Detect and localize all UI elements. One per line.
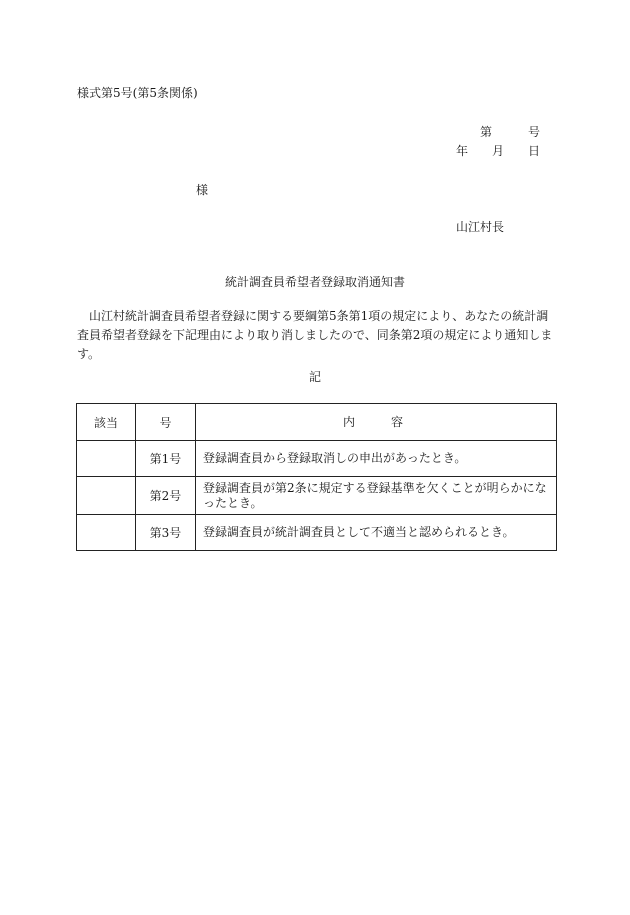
number-cell: 第3号 <box>136 515 196 551</box>
document-number-line: 第 号 <box>480 125 541 139</box>
table-row <box>77 477 557 515</box>
content-cell: 登録調査員が第2条に規定する登録基準を欠くことが明らかになったとき。 <box>196 477 557 515</box>
applicable-cell <box>77 477 136 515</box>
recipient-line: 様 <box>196 183 209 197</box>
header-applicable: 該当 <box>77 404 136 441</box>
form-number: 様式第5号(第5条関係) <box>77 86 198 100</box>
header-number: 号 <box>136 404 196 441</box>
date-line: 年 月 日 <box>456 144 541 158</box>
issuer-name: 山江村長 <box>456 220 505 234</box>
table-row <box>77 441 557 477</box>
ki-heading: 記 <box>308 370 321 384</box>
document-title: 統計調査員希望者登録取消通知書 <box>224 275 405 289</box>
header-content: 内 容 <box>196 404 557 441</box>
content-cell: 登録調査員が統計調査員として不適当と認められるとき。 <box>196 515 557 551</box>
table-header-row <box>77 404 557 441</box>
applicable-cell <box>77 441 136 477</box>
body-paragraph: 山江村統計調査員希望者登録に関する要綱第5条第1項の規定により、あなたの統計調査員希望者登録を下記理由により取り消しましたので、同条第2項の規定により通知します。 <box>77 309 553 361</box>
number-cell: 第2号 <box>136 477 196 515</box>
table-row <box>77 515 557 551</box>
content-cell: 登録調査員から登録取消しの申出があったとき。 <box>196 441 557 477</box>
number-cell: 第1号 <box>136 441 196 477</box>
reason-table <box>76 403 557 551</box>
applicable-cell <box>77 515 136 551</box>
